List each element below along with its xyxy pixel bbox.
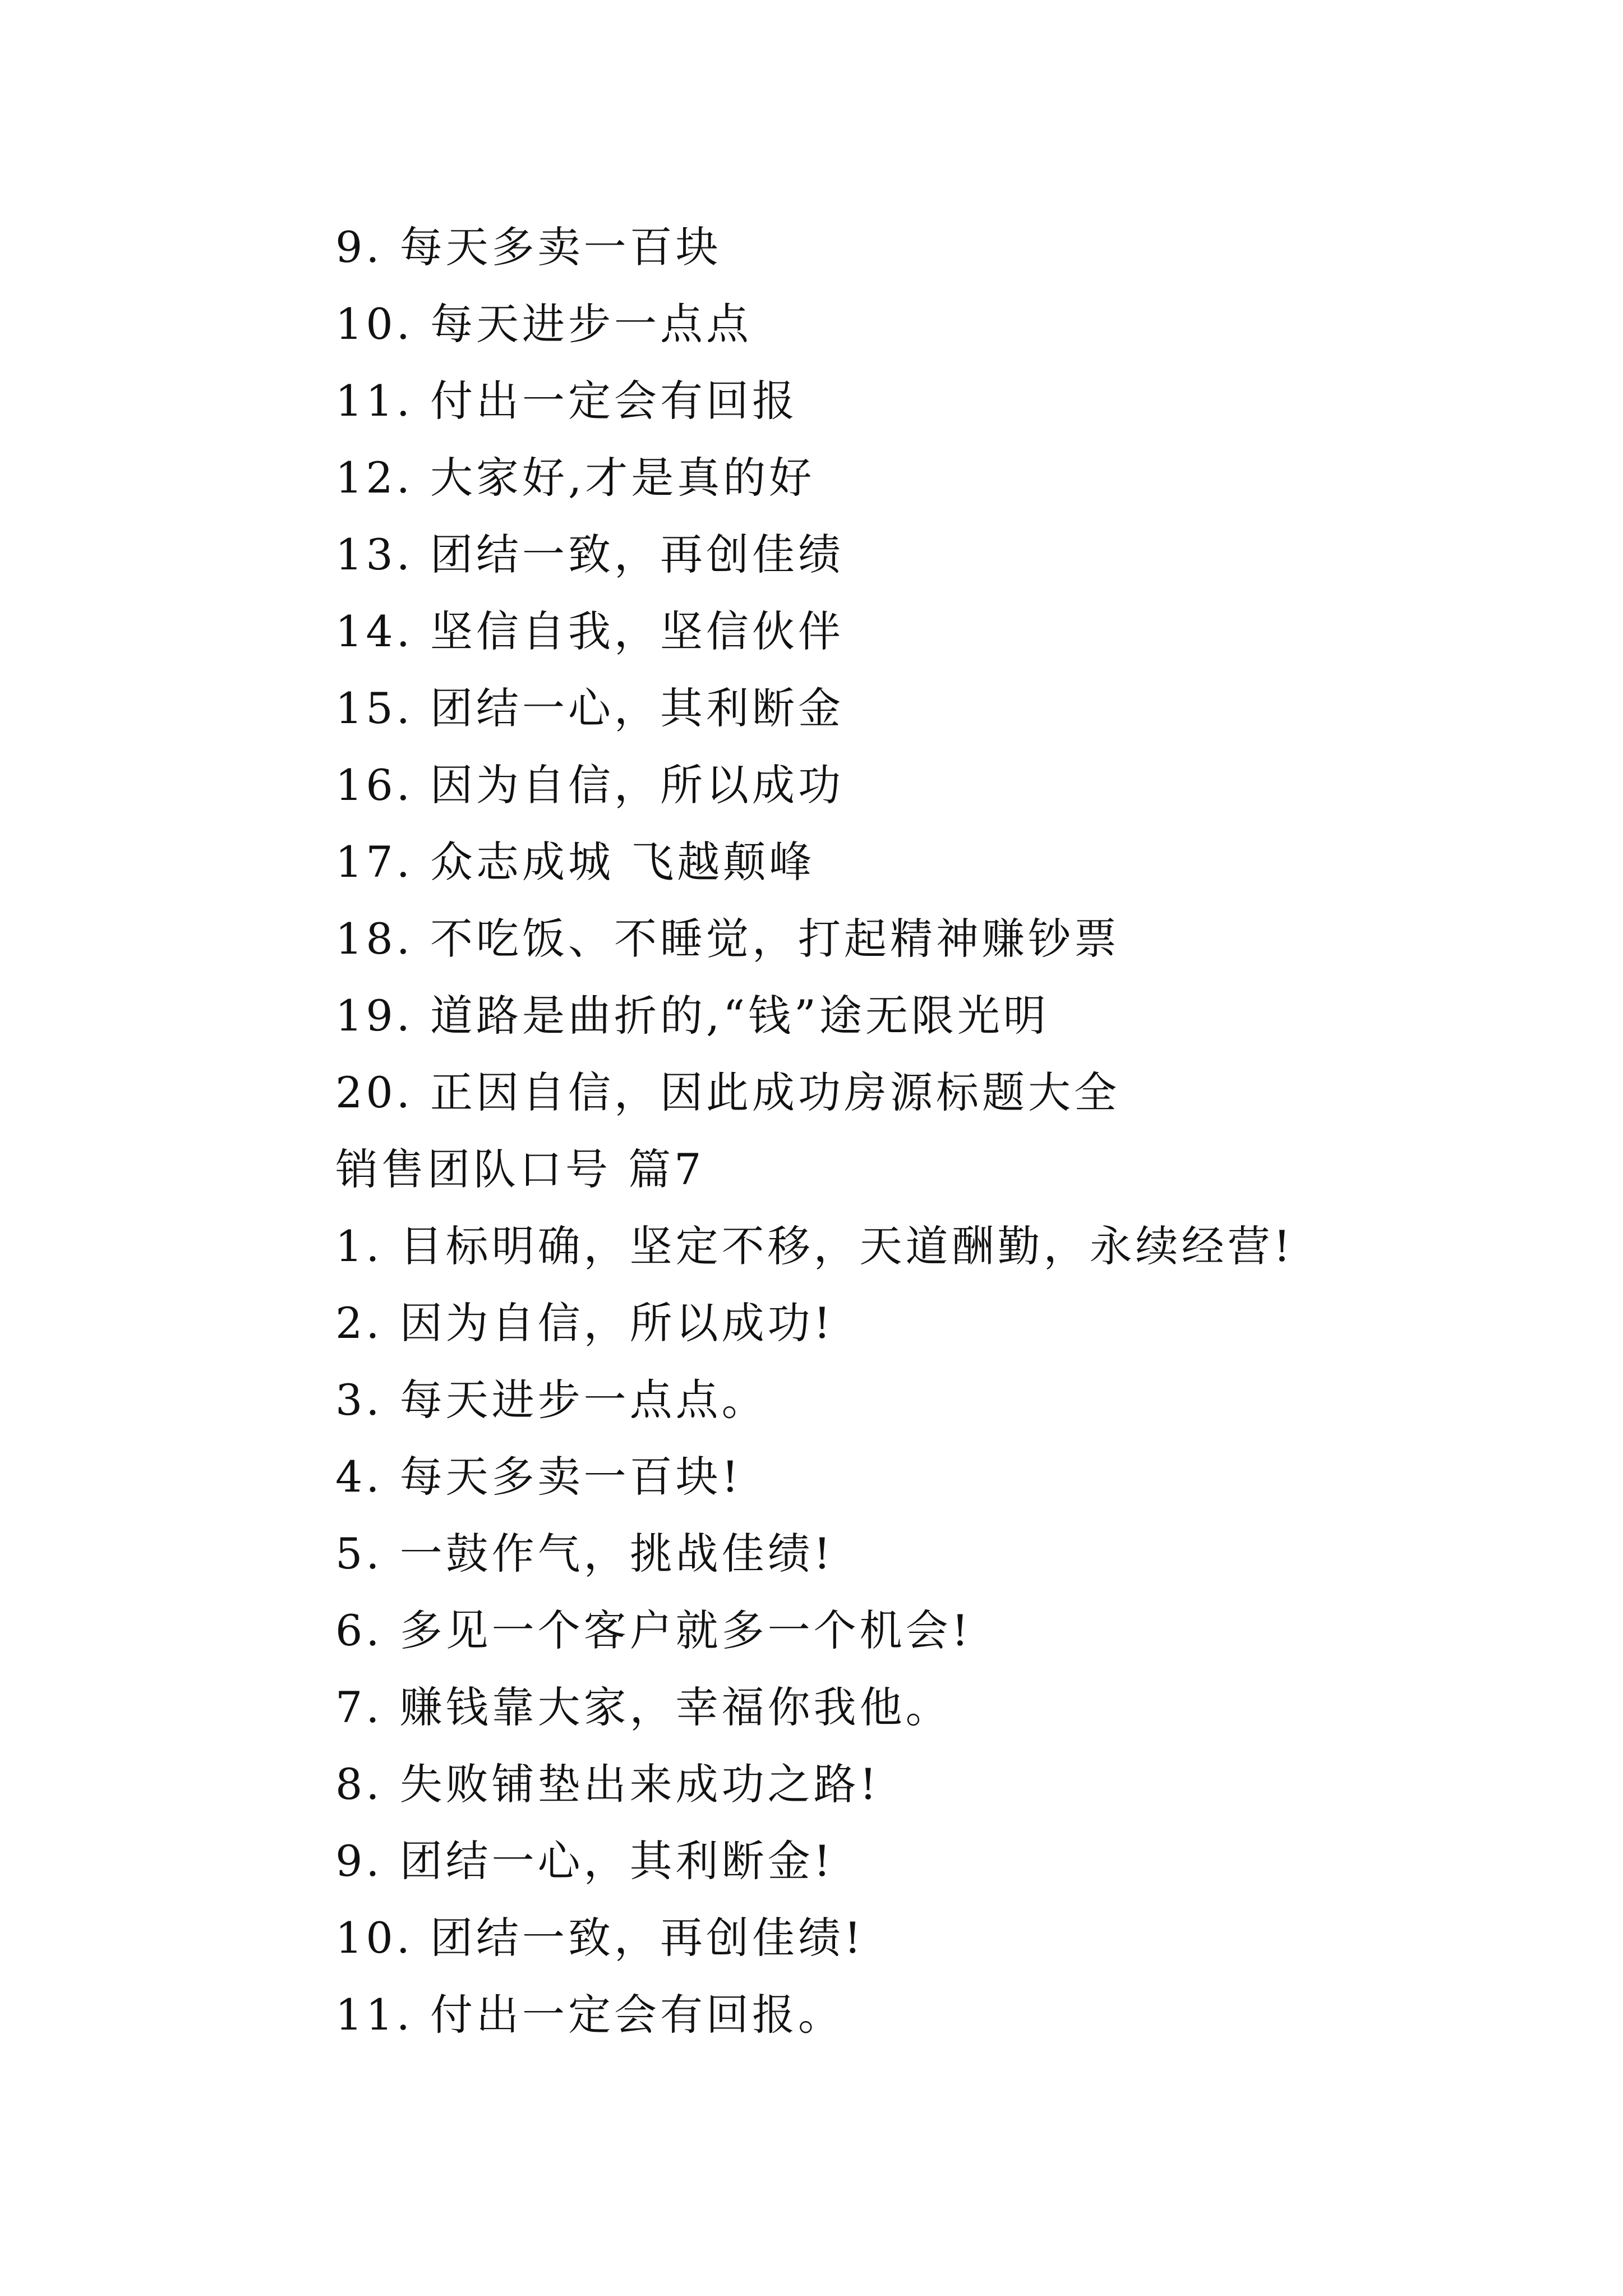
list-item-number: 14. [335, 606, 413, 656]
list-item [335, 1976, 1513, 2053]
list-item-number: 10. [335, 299, 413, 349]
list-item [335, 362, 1513, 439]
list-item-number: 18. [335, 914, 413, 964]
list-item-text: 付出一定会有回报。 [430, 1990, 845, 2040]
list-item-number: 9. [335, 222, 383, 272]
list-item [335, 516, 1513, 593]
list-item-text: 团结一致，再创佳绩 [430, 530, 845, 579]
list-item [335, 1285, 1513, 1361]
list-item [335, 1208, 1513, 1285]
list-item-number: 16. [335, 760, 413, 810]
list-item-number: 8. [335, 1759, 383, 1809]
list-item-text: 道路是曲折的,“钱”途无限光明 [430, 991, 1049, 1041]
list-item-number: 19. [335, 991, 413, 1041]
list-item-number: 2. [335, 1298, 383, 1348]
list-item-text: 坚信自我，坚信伙伴 [430, 606, 845, 656]
list-item-number: 1. [335, 1221, 383, 1271]
list-item [335, 1823, 1513, 1899]
list-item-text: 赚钱靠大家，幸福你我他。 [399, 1682, 952, 1732]
list-item-number: 3. [335, 1375, 383, 1425]
list-item [335, 1054, 1513, 1131]
list-item-number: 11. [335, 376, 413, 426]
list-item-text: 多见一个客户就多一个机会! [399, 1605, 972, 1655]
list-item-number: 13. [335, 530, 413, 579]
list-item-text: 每天多卖一百块 [399, 222, 722, 272]
list-item-text: 众志成城 飞越颠峰 [430, 837, 815, 887]
list-item-text: 大家好,才是真的好 [430, 453, 815, 503]
list-item-text: 因为自信，所以成功! [399, 1298, 834, 1348]
list-item-text: 一鼓作气，挑战佳绩! [399, 1529, 834, 1579]
list-item [335, 209, 1513, 286]
list-item-number: 11. [335, 1990, 413, 2040]
list-item-text: 团结一心，其利断金 [430, 683, 845, 733]
list-item [335, 1746, 1513, 1823]
list-item [335, 1899, 1513, 1976]
list-item [335, 670, 1513, 747]
list-item-text: 目标明确，坚定不移，天道酬勤，永续经营! [399, 1221, 1294, 1271]
list-item [335, 977, 1513, 1054]
list-item [335, 823, 1513, 900]
list-item-number: 15. [335, 683, 413, 733]
list-item-text: 付出一定会有回报 [430, 376, 799, 426]
list-item [335, 286, 1513, 362]
list-item-text: 每天多卖一百块! [399, 1452, 743, 1502]
list-item-text: 不吃饭、不睡觉，打起精神赚钞票 [430, 914, 1121, 964]
list-item [335, 900, 1513, 977]
list-item-number: 7. [335, 1682, 383, 1732]
section-heading: 销售团队口号 篇7 [335, 1144, 705, 1194]
list-item [335, 747, 1513, 823]
list-item-text: 团结一心，其利断金! [399, 1836, 834, 1886]
list-item-number: 6. [335, 1605, 383, 1655]
list-item-text: 正因自信，因此成功房源标题大全 [430, 1068, 1121, 1117]
list-item-number: 4. [335, 1452, 383, 1502]
list-item-text: 每天进步一点点。 [399, 1375, 768, 1425]
list-item [335, 1669, 1513, 1746]
list-item-number: 9. [335, 1836, 383, 1886]
list-item-number: 12. [335, 453, 413, 503]
list-item-number: 17. [335, 837, 413, 887]
list-item-number: 20. [335, 1068, 413, 1117]
list-item-number: 10. [335, 1913, 413, 1963]
document-body [335, 209, 1513, 2053]
list-item-text: 每天进步一点点 [430, 299, 753, 349]
list-item [335, 439, 1513, 516]
list-item [335, 1438, 1513, 1515]
list-item [335, 1515, 1513, 1592]
list-item [335, 593, 1513, 670]
list-item [335, 1592, 1513, 1669]
list-item-text: 失败铺垫出来成功之路! [399, 1759, 880, 1809]
list-item-text: 团结一致，再创佳绩! [430, 1913, 865, 1963]
list-item-number: 5. [335, 1529, 383, 1579]
list-item [335, 1361, 1513, 1438]
list-item-text: 因为自信，所以成功 [430, 760, 845, 810]
